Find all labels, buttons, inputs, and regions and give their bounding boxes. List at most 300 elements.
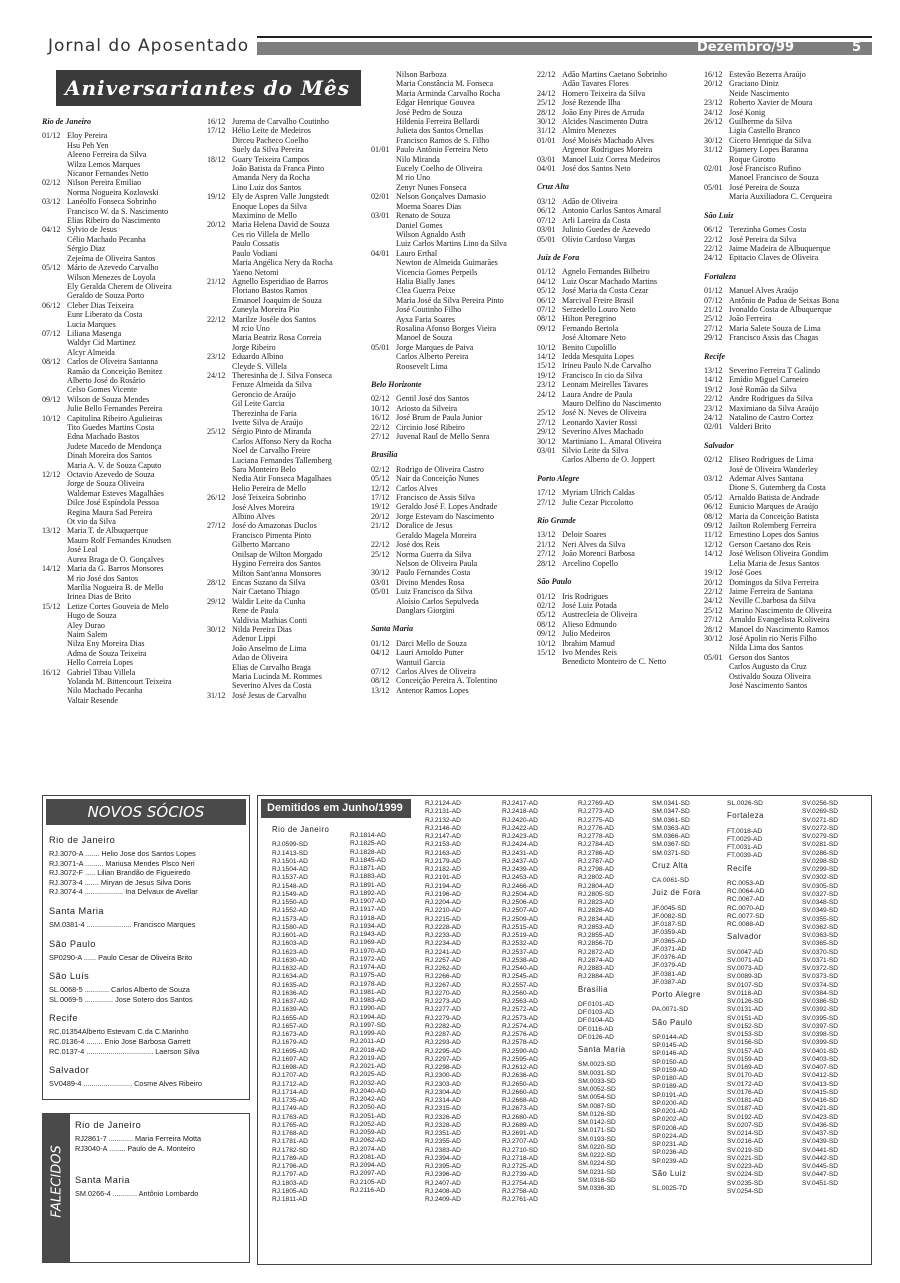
member-code: SV.0279-SD — [802, 833, 839, 840]
birthday-names — [396, 648, 536, 667]
member-group — [43, 1065, 249, 1089]
birthday-date: 22/12 — [537, 70, 556, 79]
birthday-names — [729, 540, 874, 549]
member-code: SV.0395-SD — [802, 1014, 839, 1022]
birthday-names — [396, 512, 536, 521]
member-name: Estevão Bezerra Araújo — [729, 70, 806, 79]
member-code: DF.0103-AD — [578, 1009, 614, 1016]
birthday-names — [232, 578, 367, 597]
member-code: RJ.2021-AD — [350, 1063, 386, 1070]
member-name: Ibrahim Mamud — [562, 638, 615, 648]
member-code: SV.0131-AD — [727, 1006, 764, 1014]
birthday-date: 15/12 — [42, 601, 61, 611]
deceased-group — [75, 1175, 247, 1199]
member-code: RJ.2691-AD — [502, 1130, 538, 1137]
member-name: Iedda Mesquita Lopes — [562, 351, 634, 361]
group-city: São Luís — [49, 971, 90, 982]
dismissed-column — [727, 800, 764, 1196]
member-code: SV.0355-SD — [802, 915, 839, 923]
member-code: RJ.2883-AD — [578, 965, 614, 972]
birthday-entry — [371, 145, 536, 192]
birthday-names — [396, 465, 536, 474]
member-name: José Brum de Paula Junior — [396, 413, 483, 423]
birthday-entry — [42, 564, 202, 602]
birthday-date: 19/12 — [371, 502, 390, 512]
member-name: Aley Durao — [67, 620, 105, 630]
member-code: RJ.2420-AD — [502, 816, 538, 824]
member-name: Deloir Soares — [562, 530, 607, 540]
birthday-names — [562, 530, 702, 539]
member-code: RJ.1990-AD — [350, 1005, 386, 1013]
member-name: Eunr Liberato da Costa — [67, 310, 143, 320]
member-code: RJ.2298-AD — [425, 1064, 461, 1071]
birthday-date: 06/12 — [537, 295, 556, 305]
member-name: Rosalina Afonso Borges Vieira — [396, 323, 497, 333]
member-code: SV.0423-SD — [802, 1113, 839, 1121]
member-code: RJ.2146-AD — [425, 824, 461, 832]
birthday-entry — [704, 587, 874, 596]
birthday-date: 19/12 — [207, 192, 226, 202]
member-name: José Welison Oliveira Gondim — [729, 549, 829, 559]
birthday-names — [729, 164, 874, 183]
member-code: RJ.2787-AD — [578, 857, 614, 865]
member-name: Carlos Augusto da Cruz — [729, 662, 807, 672]
birthday-date: 05/01 — [704, 652, 723, 662]
member-name: Waldir Leite da Cunha — [232, 596, 306, 606]
birthday-date: 21/12 — [371, 521, 390, 531]
member-name: Therezinha de Faria — [232, 408, 297, 418]
dismissed-column — [350, 832, 386, 1195]
birthday-entry — [704, 375, 874, 384]
member-name: Daniel Gomes — [396, 220, 443, 230]
birthday-names — [729, 333, 874, 342]
member-code: RJ.2257-AD — [425, 956, 461, 964]
member-code: RJ.1639-AD — [272, 1006, 308, 1014]
member-code: SV.0302-SD — [802, 874, 839, 882]
member-name: José Alves Moreira — [232, 502, 295, 512]
member-name: Maria Angélica Nery da Rocha — [232, 258, 333, 268]
member-code: RJ.2574-AD — [502, 1022, 538, 1030]
birthday-names — [67, 395, 202, 414]
birthday-names — [562, 286, 702, 295]
birthday-date: 20/12 — [704, 79, 723, 89]
member-code: RJ.1814-AD — [350, 832, 386, 839]
member-name: Adenor Lippi — [232, 634, 276, 644]
birthday-date: 15/12 — [537, 647, 556, 657]
member-code: SM.0336-3D — [578, 1185, 616, 1192]
birthday-entry — [207, 427, 367, 493]
birthday-names — [67, 225, 202, 263]
birthday-entry — [42, 357, 202, 395]
birthday-entry — [537, 89, 702, 98]
member-name: Doralice de Jesus — [396, 521, 453, 531]
dismissed-city: Juiz de Fora — [652, 888, 701, 898]
birthday-names — [562, 324, 702, 343]
member-code: RJ.2351-AD — [425, 1130, 461, 1137]
birthday-date: 25/12 — [537, 98, 556, 108]
birthday-entry — [42, 395, 202, 414]
member-name: José Romão da Silva — [729, 384, 797, 394]
birthday-entry — [371, 394, 536, 403]
member-name: Ariosto da Silveira — [396, 403, 458, 413]
member-name: Julinio Guedes de Azevedo — [562, 225, 651, 235]
birthday-entry — [537, 418, 702, 427]
birthday-names — [729, 366, 874, 375]
birthday-names — [396, 550, 536, 569]
member-code: RJ.2823-AD — [578, 899, 614, 906]
birthday-entry — [704, 333, 874, 342]
birthday-names — [232, 126, 367, 154]
member-name: Guilherme da Silva — [729, 117, 792, 127]
member-name: Theresinha de J. Silva Fonseca — [232, 370, 333, 380]
member-code: RJ.1789-AD — [272, 1154, 308, 1162]
birthday-names — [562, 197, 702, 206]
member-name: João Batista da Franca Pinto — [232, 164, 325, 174]
member-code: RJ.1892-AD — [350, 889, 386, 897]
birthday-date: 02/12 — [704, 455, 723, 465]
member-line: RC.0137-4 ................................. Laerson Silva — [49, 1046, 200, 1056]
birthday-date: 30/12 — [537, 117, 556, 127]
member-code: SV.0421-SD — [802, 1105, 839, 1113]
member-name: José Pereira de Souza — [729, 182, 800, 192]
birthday-entry — [704, 394, 874, 403]
member-code: RJ.1871-AD — [350, 865, 386, 872]
member-code: RJ.1763-AD — [272, 1113, 308, 1121]
member-code: RJ.2856-7D — [578, 940, 614, 948]
member-name: Yaeno Netomi — [232, 267, 279, 277]
birthday-date: 04/12 — [537, 276, 556, 286]
birthday-entry — [371, 465, 536, 474]
member-name: Marino Nascimento de Oliveira — [729, 605, 832, 615]
birthday-entry — [537, 648, 702, 667]
birthday-date: 24/12 — [704, 596, 723, 606]
member-code: RJ.1974-AD — [350, 964, 386, 971]
birthday-entry — [537, 235, 702, 244]
member-code: RC.0053-AD — [727, 879, 765, 887]
member-code: RJ.2303-AD — [425, 1080, 461, 1088]
member-code: RJ.2210-AD — [425, 907, 461, 915]
birthday-names — [729, 568, 874, 577]
member-line: RC.01354Alberto Estevam C.da C.Marinho — [49, 1027, 189, 1037]
member-code: RJ.1811-AD — [272, 1196, 308, 1203]
city-heading: São Luiz — [704, 210, 734, 220]
member-name: Gerson dos Santos — [729, 652, 790, 662]
birthday-date: 31/12 — [704, 145, 723, 155]
member-name: Enoque Lopes da Silva — [232, 201, 307, 211]
birthday-entry — [207, 277, 367, 315]
birthday-date: 16/12 — [42, 667, 61, 677]
member-code: FT.0039-AD — [727, 852, 763, 860]
birthday-names — [729, 145, 874, 164]
member-name: Danglars Giorgini — [396, 605, 455, 615]
member-code: RJ.2538-AD — [502, 956, 538, 964]
birthday-names — [562, 98, 702, 107]
member-name: Graciano Diniz — [729, 79, 779, 89]
member-code: RJ.2855-AD — [578, 932, 614, 939]
birthday-date: 16/12 — [371, 413, 390, 423]
member-name: Francisco W. da S. Nascimento — [67, 206, 169, 216]
member-name: Antônio de Padua de Seixas Bona — [729, 295, 839, 305]
member-code: SV.0362-SD — [802, 923, 839, 931]
member-name: Yolanda M. Bittencourt Teixeira — [67, 676, 172, 686]
member-code: RJ.2273-AD — [425, 998, 461, 1005]
birthday-entry — [704, 385, 874, 394]
member-name: Gilberto Marcano — [232, 540, 290, 550]
member-group — [43, 971, 249, 1004]
member-name: Marcival Freire Brasil — [562, 295, 634, 305]
birthday-entry — [207, 126, 367, 154]
birthday-names — [67, 602, 202, 668]
member-name: Elias Ribeiro do Nascimento — [67, 216, 161, 226]
member-code: SV.0348-SD — [802, 899, 839, 906]
member-name: Ivonaldo Costa de Albuquerque — [729, 304, 832, 314]
member-code: SV.0415-SD — [802, 1088, 839, 1096]
member-name: Manoel Francisco de Souza — [729, 173, 819, 183]
member-name: Rodrigo de Oliveira Castro — [396, 464, 484, 474]
member-name: Francisco Pimenta Pinto — [232, 530, 312, 540]
birthday-date: 14/12 — [42, 564, 61, 574]
member-code: RJ.2636-AD — [502, 1072, 538, 1080]
member-code: RJ.1601-AD — [272, 932, 308, 939]
member-code: SV.0187-AD — [727, 1105, 764, 1113]
birthday-entry — [704, 568, 874, 577]
member-code: RJ.2798-AD — [578, 866, 614, 873]
member-name: Ostivaldo Souza Oliveira — [729, 671, 811, 681]
birthday-entry — [704, 305, 874, 314]
member-name: Maria Beatriz Rosa Correia — [232, 333, 322, 343]
birthday-date: 27/12 — [371, 432, 390, 442]
birthday-names — [729, 587, 874, 596]
member-name: Maria da Conceição Batista — [729, 511, 819, 521]
birthday-date: 22/12 — [704, 234, 723, 244]
new-members-groups — [43, 835, 249, 1089]
member-name: Lauro Erthal — [396, 248, 438, 258]
member-code: SV.0256-SD — [802, 800, 839, 807]
member-code: SV.0169-AD — [727, 1064, 764, 1071]
member-code: RJ.1697-AD — [272, 1055, 308, 1063]
birthday-date: 13/12 — [537, 530, 556, 540]
birthday-date: 05/12 — [537, 286, 556, 296]
birthday-date: 01/12 — [371, 638, 390, 648]
birthday-entry — [704, 502, 874, 511]
member-name: Jorge Marques de Paiva — [396, 342, 474, 352]
member-name: Aleeno Ferreira da Silva — [67, 150, 147, 160]
dismissed-column — [652, 800, 701, 1193]
dismissed-column — [578, 800, 626, 1193]
member-code: RJ.2650-AD — [502, 1080, 538, 1088]
dismissed-city: Salvador — [727, 932, 762, 942]
member-name: Lanéolfo Fonseca Sobrinho — [67, 197, 157, 207]
member-name: Nilo Miranda — [396, 154, 440, 164]
member-code: SV.0126-SD — [727, 998, 764, 1005]
birthday-entry — [207, 352, 367, 371]
birthday-names — [562, 559, 702, 568]
birthday-names — [729, 79, 874, 98]
member-name: Maria Auxiliadora C. Cerqueira — [729, 192, 832, 202]
birthday-names — [562, 601, 702, 610]
birthday-entry — [704, 244, 874, 253]
member-name: José Coutinho Filho — [396, 305, 462, 315]
birthday-date: 24/12 — [704, 253, 723, 263]
member-code: RJ.1573-AD — [272, 915, 308, 923]
member-code: SV.0286-SD — [802, 849, 839, 857]
member-name: Maria Constância M. Fonseca — [396, 79, 494, 89]
birthday-date: 21/12 — [704, 304, 723, 314]
member-code: RJ.1803-AD — [272, 1179, 308, 1187]
birthday-entry — [537, 361, 702, 370]
member-name: Guary Teixeira Campos — [232, 154, 310, 164]
member-group — [43, 906, 249, 930]
member-name: Domingos da Silva Ferreira — [729, 577, 819, 587]
member-code: RJ.2437-AD — [502, 857, 538, 865]
member-code: SV.0403-SD — [802, 1055, 839, 1063]
member-code: RJ.2784-AD — [578, 841, 614, 849]
group-city: Rio de Janeiro — [49, 835, 116, 845]
birthday-names — [562, 314, 702, 323]
member-name: Ivo Mendes Reis — [562, 647, 617, 657]
member-code: SV.0445-SD — [802, 1163, 839, 1170]
member-name: Paulo Antônio Ferreira Neto — [396, 145, 488, 155]
member-code: RJ.2557-AD — [502, 981, 538, 989]
member-name: M rio Uno — [396, 173, 431, 183]
member-code: RJ.2266-AD — [425, 973, 461, 981]
birthday-date: 06/12 — [704, 225, 723, 235]
member-name: Regina Maura Sad Pereira — [67, 507, 153, 517]
member-code: RJ.2194-AD — [425, 882, 461, 890]
member-code: RJ.1997-SD — [350, 1021, 386, 1029]
member-code: RJ.2673-AD — [502, 1105, 538, 1113]
page-number: 5 — [852, 40, 862, 55]
member-name: Tito Guedes Martins Costa — [67, 423, 155, 432]
member-code: RJ.2018-AD — [350, 1046, 386, 1054]
member-code: RJ.1883-AD — [350, 873, 386, 881]
member-code: RJ.1679-AD — [272, 1039, 308, 1047]
member-code: SV.0207-SD — [727, 1121, 764, 1129]
birthday-entry — [537, 371, 702, 380]
member-code: RJ.1943-AD — [350, 931, 386, 938]
member-name: Eunicio Marques de Araújo — [729, 502, 819, 512]
member-name: Ayxa Faria Soares — [396, 314, 456, 324]
member-name: Luciana Fernandes Tallemberg — [232, 455, 332, 465]
member-code: RC.0088-AD — [727, 921, 765, 928]
birthday-date: 03/01 — [537, 154, 556, 164]
member-code: RJ.2116-AD — [350, 1186, 386, 1194]
birthday-names — [729, 375, 874, 384]
member-name: Eliseo Rodrigues de Lima — [729, 455, 814, 465]
member-code: SM.0052-SD — [578, 1086, 616, 1093]
member-name: Moema Soares Dias — [396, 201, 462, 211]
birthday-entry — [704, 549, 874, 568]
member-code: RJ.1504-AD — [272, 866, 308, 873]
birthday-entry — [537, 343, 702, 352]
member-code: SV.0254-SD — [727, 1187, 764, 1195]
member-code: SV.0107-SD — [727, 981, 764, 989]
member-name: Octavio Azevedo de Souza — [67, 470, 155, 480]
member-code: SV.0327-SD — [802, 890, 839, 898]
birthday-entry — [537, 592, 702, 601]
member-name: Iris Rodrigues — [562, 591, 609, 601]
member-name: Homero Teixeira da Silva — [562, 88, 646, 98]
member-code: RJ.2407-AD — [425, 1179, 461, 1187]
birthday-date: 03/01 — [537, 446, 556, 456]
member-code: RJ.2532-AD — [502, 940, 538, 948]
member-code: RJ.1537-AD — [272, 874, 308, 882]
birthday-date: 25/12 — [704, 605, 723, 615]
birthday-entry — [704, 404, 874, 413]
member-name: José de Oliveira Wanderley — [729, 464, 818, 474]
birthday-date: 12/12 — [42, 470, 61, 480]
birthday-names — [729, 225, 874, 234]
birthday-entry — [537, 380, 702, 389]
member-code: SP.0150-AD — [652, 1058, 688, 1066]
birthday-names — [562, 592, 702, 601]
member-name: José Konig — [729, 107, 766, 117]
member-name: Feruze Almeida da Silva — [232, 380, 312, 390]
birthday-date: 01/01 — [537, 135, 556, 145]
member-code: RJ.1735-AD — [272, 1097, 308, 1104]
member-name: Floriano Bastos Ramos — [232, 286, 308, 296]
deceased-title: FALECIDOS — [49, 1145, 65, 1218]
group-city: Rio de Janeiro — [75, 1120, 142, 1130]
birthday-names — [396, 145, 536, 192]
member-name: Arnaldo Batista de Andrade — [729, 492, 820, 502]
birthday-names — [232, 625, 367, 691]
birthday-entry — [207, 493, 367, 521]
member-code: SV.0384-SD — [802, 989, 839, 997]
member-name: Dirceu Pacheco Coelho — [232, 135, 309, 145]
birthday-entry — [42, 225, 202, 263]
member-name: Neri Alves da Silva — [562, 539, 626, 549]
member-code: SL.0025-7D — [652, 1185, 688, 1192]
birthday-names — [396, 484, 536, 493]
birthday-entry — [371, 639, 536, 648]
member-code: SV.0386-SD — [802, 998, 839, 1005]
birthday-names — [67, 668, 202, 706]
member-name: Neville C.barbosa da Silva — [729, 596, 816, 606]
member-name: Ligia Castello Branco — [729, 126, 801, 136]
member-code: RJ.1981-AD — [350, 988, 386, 996]
member-code: RJ.1695-AD — [272, 1047, 308, 1055]
member-code: RJ.2147-AD — [425, 833, 461, 840]
member-code: RJ.1969-AD — [350, 939, 386, 947]
birthday-entry — [371, 578, 536, 587]
member-code: SV.0451-SD — [802, 1179, 839, 1187]
member-name: Newton de Almeida Guimarães — [396, 258, 498, 268]
birthday-names — [396, 211, 536, 249]
member-code: SM.0366-AD — [652, 833, 690, 840]
birthday-date: 09/12 — [537, 323, 556, 333]
member-code: RJ.2179-AD — [425, 857, 461, 865]
member-code: SP.0191-AD — [652, 1091, 688, 1099]
member-code: SV.0156-SD — [727, 1039, 764, 1047]
birthday-names — [396, 568, 536, 577]
birthday-date: 31/12 — [537, 126, 556, 136]
member-code: SV.0219-SD — [727, 1146, 764, 1154]
member-code: RJ.2196-AD — [425, 890, 461, 898]
birthday-date: 05/01 — [371, 342, 390, 352]
birthday-date: 12/12 — [371, 483, 390, 493]
member-code: SP.0231-AD — [652, 1141, 688, 1148]
birthday-date: 20/12 — [207, 220, 226, 230]
member-code: RJ.2025-AD — [350, 1071, 386, 1079]
member-code: SV.0397-SD — [802, 1022, 839, 1030]
birthday-entry — [537, 540, 702, 549]
member-name: Francisco Ramos de S. Filho — [396, 135, 490, 145]
birthday-names — [562, 89, 702, 98]
birthday-names — [396, 474, 536, 483]
member-code: RJ.1796-AD — [272, 1163, 308, 1170]
birthday-names — [232, 155, 367, 193]
